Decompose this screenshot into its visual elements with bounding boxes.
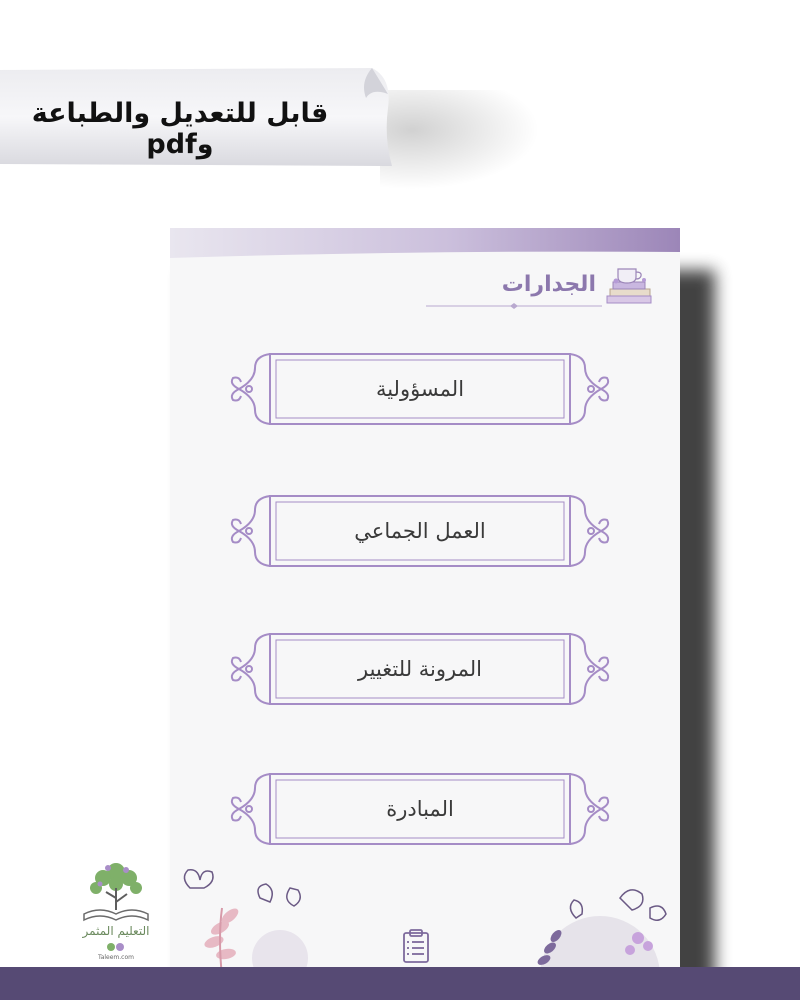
brand-logo <box>70 858 162 966</box>
skill-card <box>225 624 615 714</box>
tea-cup-books-icon <box>604 261 654 307</box>
skill-label: المرونة للتغيير <box>358 657 482 681</box>
floral-decoration-right <box>520 878 680 976</box>
skill-card <box>225 344 615 434</box>
ribbon-shadow <box>380 90 540 190</box>
logo-url: Taleem.com <box>98 954 134 961</box>
skill-label: العمل الجماعي <box>354 519 486 543</box>
clipboard-list-icon <box>401 928 431 964</box>
title-group <box>502 264 654 304</box>
floral-decoration-left <box>170 848 320 976</box>
header-bar <box>170 228 680 258</box>
document-page <box>170 228 680 976</box>
title-divider <box>426 303 602 309</box>
footer-strip <box>0 967 800 1000</box>
skill-card <box>225 486 615 576</box>
skill-label: المبادرة <box>386 797 454 821</box>
skill-card <box>225 764 615 854</box>
logo-dots-icon <box>106 942 126 952</box>
banner-text: قابل للتعديل والطباعة وpdf <box>31 98 329 160</box>
skill-label: المسؤولية <box>375 377 465 401</box>
page-title: الجدارات <box>501 271 596 297</box>
tree-book-logo <box>70 858 162 924</box>
logo-name: التعليم المثمر <box>82 924 150 938</box>
